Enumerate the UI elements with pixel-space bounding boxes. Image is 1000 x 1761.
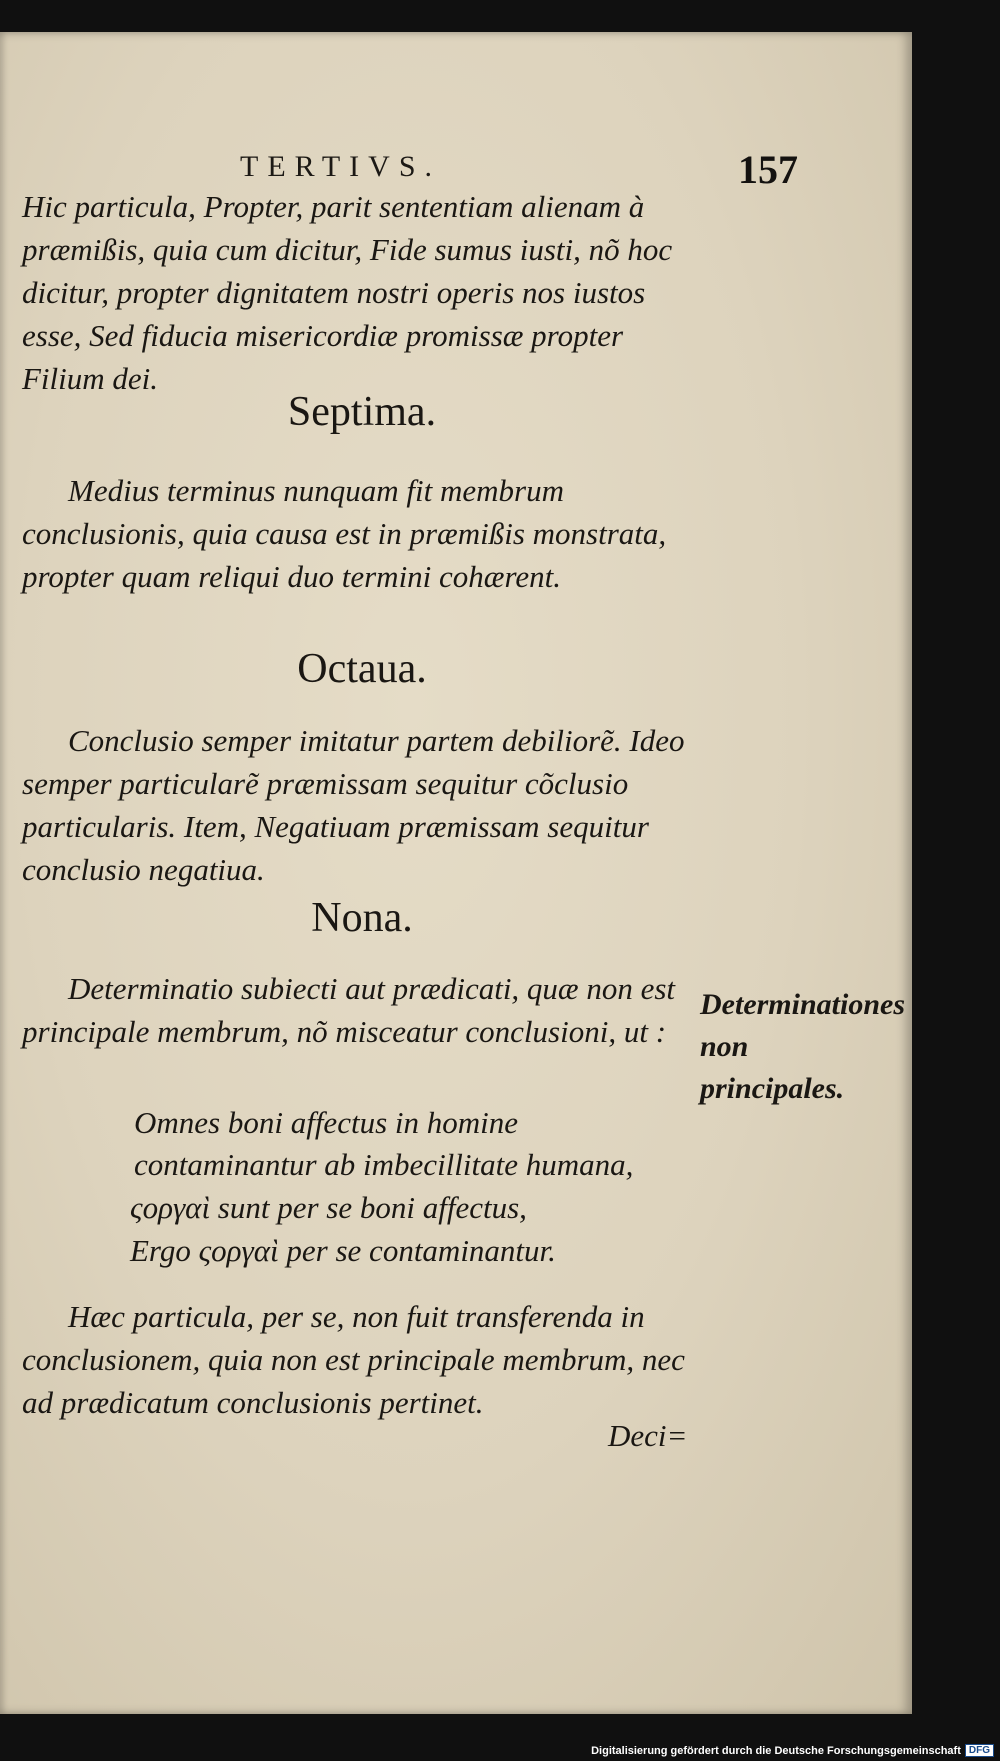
page-header <box>0 112 912 192</box>
dfg-logo: DFG <box>965 1744 994 1757</box>
paragraph-per-se: Hæc particula, per se, non fuit transferenda in conclusionem, quia non est principale membrum, nec ad prædicatum conclusionis pertinet. <box>22 1299 685 1420</box>
syllogism-major-premise: Omnes boni affectus in homine contaminantur ab imbecillitate humana, <box>134 1105 634 1182</box>
paragraph-nona: Determinatio subiecti aut prædicati, quæ non est principale membrum, nõ misceatur conclusioni, ut : <box>22 971 676 1049</box>
heading-nona: Nona. <box>311 895 413 941</box>
running-head: TERTIVS. <box>240 150 442 183</box>
paragraph-propter: Hic particula, Propter, parit sententiam alienam à præmißis, quia cum dicitur, Fide sumus iusti, nõ hoc dicitur, propter dignitatem nostri operis nos iustos esse, Sed fiducia misericordiæ promissæ propter Filium dei. <box>22 189 673 396</box>
catchword: Deci= <box>608 1418 688 1453</box>
digitization-credit <box>591 1744 994 1757</box>
syllogism-minor-premise: ςοργαὶ sunt per se boni affectus, <box>130 1190 527 1225</box>
folio-number: 157 <box>738 147 798 192</box>
syllogism-conclusion: Ergo ςοργαὶ per se contaminantur. <box>130 1233 556 1268</box>
paragraph-septima: Medius terminus nunquam fit membrum conclusionis, quia causa est in præmißis monstrata, propter quam reliqui duo termini cohærent. <box>22 473 667 594</box>
book-page <box>0 32 912 1714</box>
marginal-note: Determinationes non principales. <box>700 988 906 1105</box>
credit-text: Digitalisierung gefördert durch die Deutsche Forschungsgemeinschaft <box>591 1744 961 1757</box>
heading-septima: Septima. <box>287 389 437 435</box>
heading-octaua: Octaua. <box>297 646 427 692</box>
paragraph-octaua: Conclusio semper imitatur partem debiliorẽ. Ideo semper particularẽ præmissam sequitur cõclusio particularis. Item, Negatiuam præmissam sequitur conclusio negatiua. <box>22 723 685 887</box>
